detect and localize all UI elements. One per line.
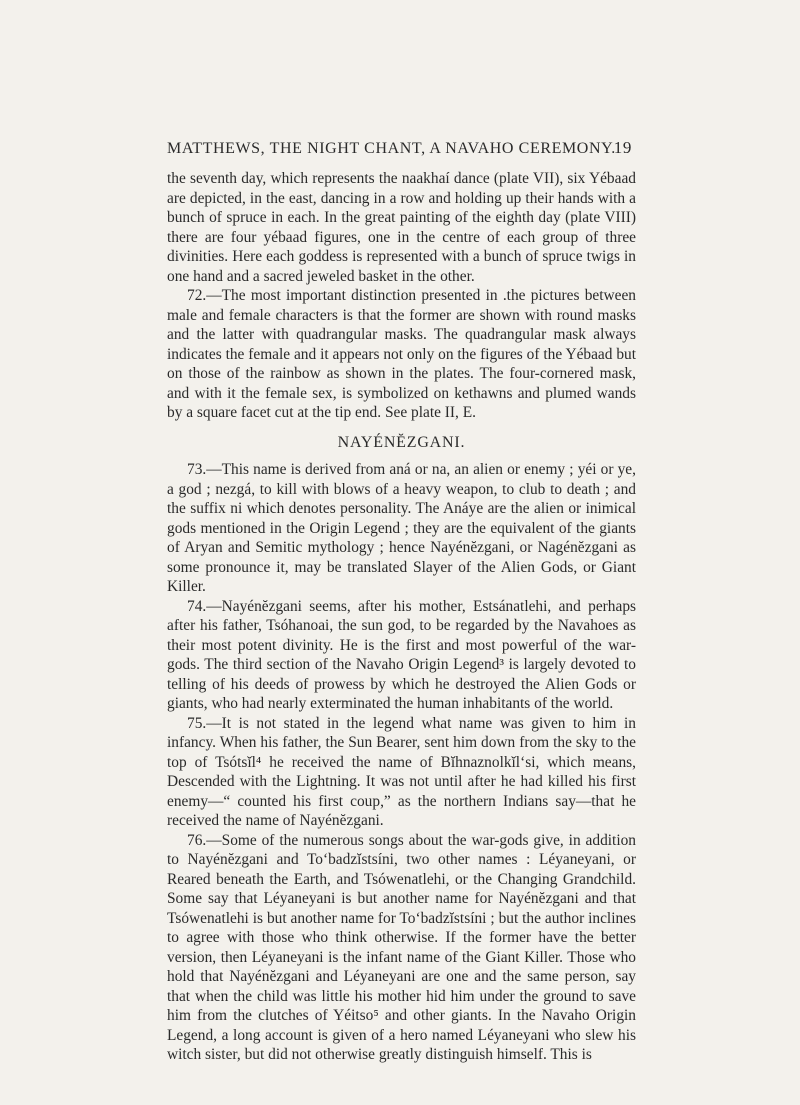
paragraph-76: 76.—Some of the numerous songs about the war-gods give, in addition to Nayénĕzgani and Toʻbadzĭstsíni, two other names : Léyaneyani, or Reared beneath the Earth, and Tsówenatlehi, or the Changing Grandchild. Some say that Léyaneyani is but another name for Nayénĕzgani and that Tsówenatlehi is but another name for Toʻbadzĭstsíni ; but the author inclines to agree with those who think otherwise. If the former have the better version, then Léyaneyani is the infant name of the Giant Killer. Those who hold that Nayénĕzgani and Léyaneyani are one and the same person, say that when the child was little his mother hid him under the ground to save him from the clutches of Yéitso⁵ and other giants. In the Navaho Origin Legend, a long account is given of a hero named Léyaneyani who slew his witch sister, but did not otherwise greatly distinguish himself. This is bbox=[167, 831, 636, 1063]
body-text bbox=[167, 169, 636, 1065]
section-heading: NAYÉNĔZGANI. bbox=[337, 433, 466, 451]
paragraph-73: 73.—This name is derived from aná or na, an alien or enemy ; yéi or ye, a god ; nezgá, to kill with blows of a heavy weapon, to club to death ; and the suffix ni which denotes personality. The Anáye are the alien or inimical gods mentioned in the Origin Legend ; they are the equivalent of the giants of Aryan and Semitic mythology ; hence Nayénĕzgani, or Nagénĕzgani as some pronounce it, may be translated Slayer of the Alien Gods, or Giant Killer. bbox=[167, 461, 636, 595]
page-number: 19 bbox=[613, 138, 632, 157]
paragraph-72: 72.—The most important distinction presented in .the pictures between male and female characters is that the former are shown with round masks and the latter with quadrangular masks. The quadrangular mask always indicates the female and it appears not only on the figures of the Yébaad but on those of the rainbow as shown in the plates. The four-cornered mask, and with it the female sex, is symbolized on kethawns and plumed wands by a square facet cut at the tip end. See plate II, E. bbox=[167, 287, 636, 421]
running-title: MATTHEWS, THE NIGHT CHANT, A NAVAHO CEREMONY. bbox=[167, 140, 616, 157]
paragraph-continuation: the seventh day, which represents the naakhaí dance (plate VII), six Yébaad are depicted, in the east, dancing in a row and holding up their hands with a bunch of spruce in each. In the great painting of the eighth day (plate VIII) there are four yébaad figures, one in the centre of each group of three divinities. Here each goddess is represented with a bunch of spruce twigs in one hand and a sacred jeweled basket in the other. bbox=[167, 170, 636, 285]
paragraph-74: 74.—Nayénĕzgani seems, after his mother, Estsánatlehi, and perhaps after his father, Tsóhanoai, the sun god, to be regarded by the Navahoes as their most potent divinity. He is the first and most powerful of the war-gods. The third section of the Navaho Origin Legend³ is largely devoted to telling of his deeds of prowess by which he destroyed the Alien Gods or giants, who had nearly exterminated the human inhabitants of the world. bbox=[167, 597, 636, 712]
paragraph-75: 75.—It is not stated in the legend what name was given to him in infancy. When his father, the Sun Bearer, sent him down from the sky to the top of Tsótsĭl⁴ he received the name of Bĭhnaznolkĭlʻsi, which means, Descended with the Lightning. It was not until after he had killed his first enemy—“ counted his first coup,” as the northern Indians say—that he received the name of Nayénĕzgani. bbox=[167, 714, 636, 829]
